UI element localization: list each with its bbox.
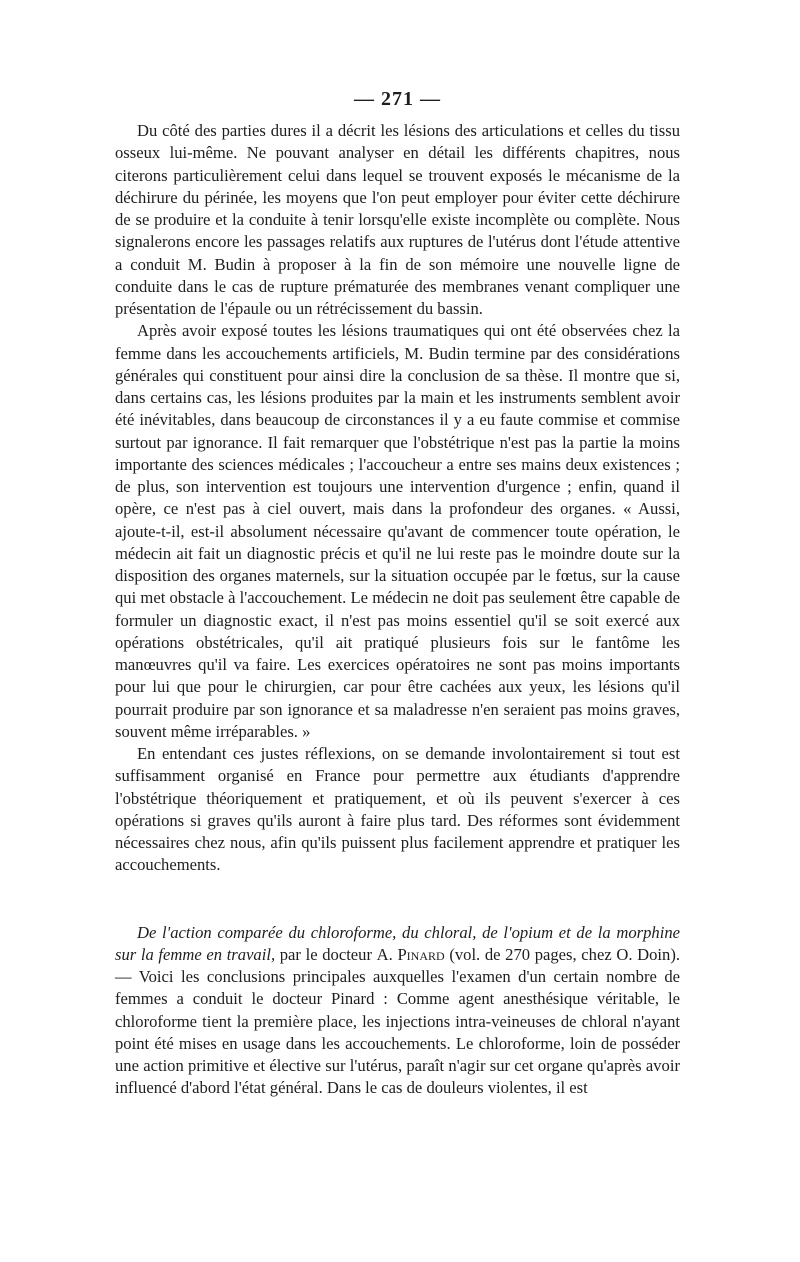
paragraph-2: Après avoir exposé toutes les lésions traumatiques qui ont été observées chez la femme dans les accouchements artificiels, M. Budin termine par des considérations générales qui constituent pour ainsi dire la conclusion de sa thèse. Il montre que si, dans certains cas, les lésions produites par la main et les instruments semblent avoir été inévitables, dans beaucoup de circonstances il y a eu faute commise et commise surtout par ignorance. Il fait remarquer que l'obstétrique n'est pas la partie la moins importante des sciences médicales ; l'accoucheur a entre ses mains deux existences ; de plus, son intervention est toujours une intervention d'urgence ; enfin, quand il opère, ce n'est pas à ciel ouvert, mais dans la profondeur des organes. « Aussi, ajoute-t-il, est-il absolument nécessaire qu'avant de commencer toute opération, le médecin ait fait un diagnostic précis et qu'il ne lui reste pas le moindre doute sur la disposition des organes maternels, sur la situation occupée par le fœtus, sur la cause qui met obstacle à l'accouchement. Le médecin ne doit pas seulement être capable de formuler un diagnostic exact, il n'est pas moins essentiel qu'il se soit exercé aux opérations obstétricales, qu'il ait pratiqué plusieurs fois sur le fantôme les manœuvres qu'il va faire. Les exercices opératoires ne sont pas moins importants pour lui que pour le chirurgien, car pour être cachées aux yeux, les lésions qu'il pourrait produire par son ignorance et sa maladresse n'en seraient pas moins graves, souvent même irréparables. » [115, 321, 680, 741]
section-spacer [115, 877, 680, 922]
paragraph-3: En entendant ces justes réflexions, on se demande involontairement si tout est suffisamment organisé en France pour permettre aux étudiants d'apprendre l'obstétrique théoriquement et pratiquement, et où ils peuvent s'exercer à ces opérations si graves qu'ils auront à faire plus tard. Des réformes sont évidemment nécessaires chez nous, afin qu'ils puissent plus facilement apprendre et pratiquer les accouchements. [115, 744, 680, 875]
page-number: — 271 — [354, 88, 441, 110]
review-body: (vol. de 270 pages, chez O. Doin). — Voici les conclusions principales auxquelles l'examen d'un certain nombre de femmes a conduit le docteur Pinard : Comme agent anesthésique véritable, le chloroforme tient la première place, les injections intra-veineuses de chloral n'ayant point été mises en usage dans les accouchements. Le chloroforme, loin de posséder une action primitive et élective sur l'utérus, paraît n'agir sur cet organe qu'après avoir influencé d'abord l'état général. Dans le cas de douleurs violentes, il est [115, 944, 680, 1098]
review-title: De l'action comparée du chloroforme, du chloral, de l'opium et de la morphine sur la femme en travail, [115, 922, 680, 964]
book-page [115, 86, 680, 1100]
review-author: A. Pinard [376, 944, 445, 964]
paragraph-1: Du côté des parties dures il a décrit les lésions des articulations et celles du tissu osseux lui-même. Ne pouvant analyser en détail les différents chapitres, nous citerons particulièrement celui dans lequel se trouvent exposés le mécanisme de la déchirure du périnée, les moyens que l'on peut employer pour éviter cette déchirure de se produire et la conduite à tenir lorsqu'elle existe incomplète ou complète. Nous signalerons encore les passages relatifs aux ruptures de l'utérus dont l'étude attentive a conduit M. Budin à proposer à la fin de son mémoire une nouvelle ligne de conduite dans le cas de rupture prématurée des membranes venant compliquer une présentation de l'épaule ou un rétrécissement du bassin. [115, 121, 680, 318]
review-by: par le docteur [275, 944, 377, 964]
review-paragraph [115, 922, 680, 1100]
